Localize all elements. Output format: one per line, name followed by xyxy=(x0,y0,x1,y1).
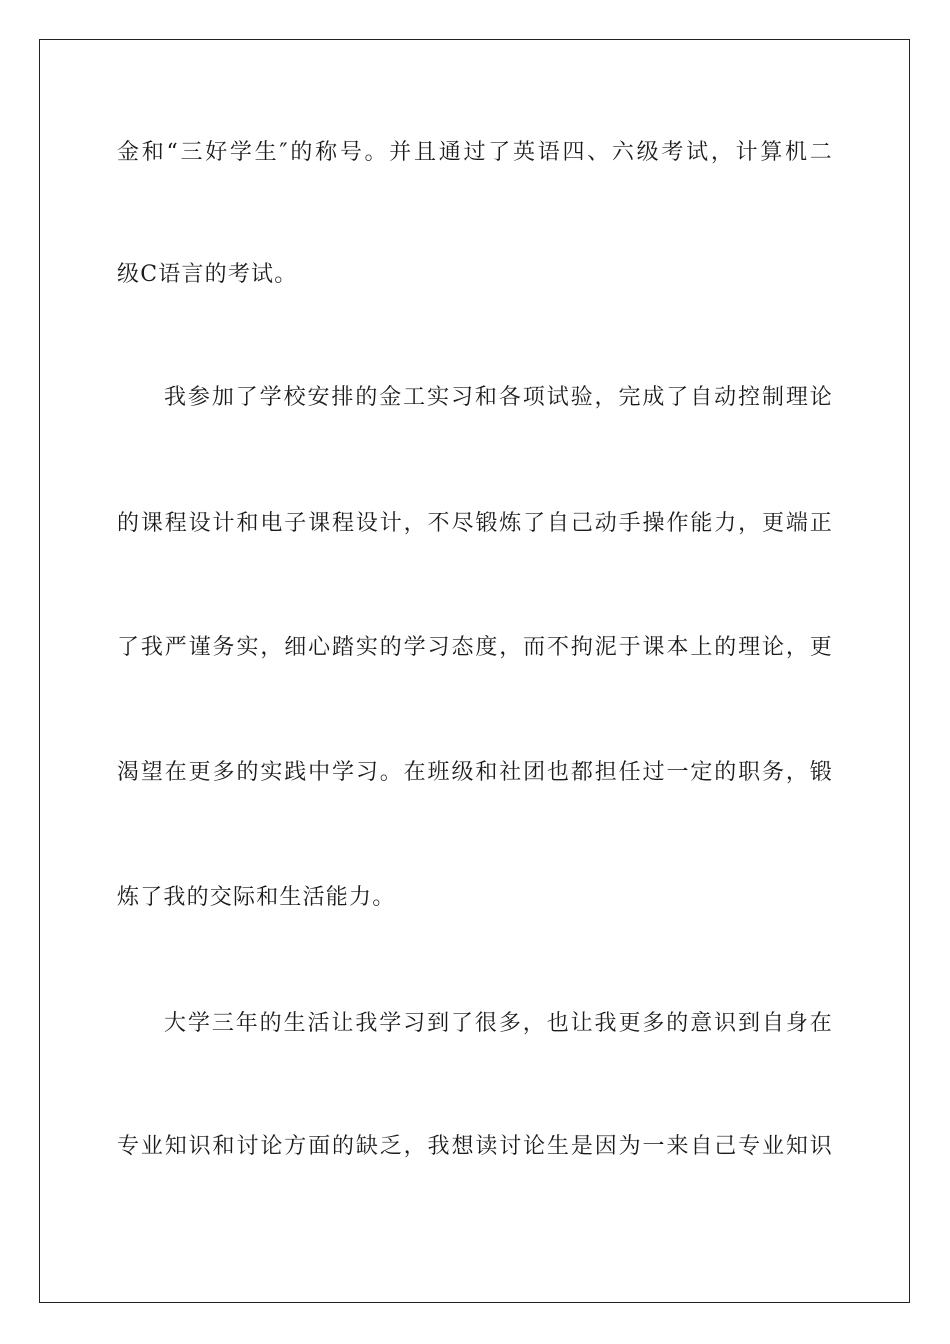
page-border xyxy=(39,39,910,1303)
text-line: 级C语言的考试。 xyxy=(117,262,298,287)
text-line: 我参加了学校安排的金工实习和各项试验，完成了自动控制理论 xyxy=(164,385,833,410)
text-line: 渴望在更多的实践中学习。在班级和社团也都担任过一定的职务，锻 xyxy=(117,760,833,785)
text-line: 炼了我的交际和生活能力。 xyxy=(117,885,396,910)
text-line: 专业知识和讨论方面的缺乏，我想读讨论生是因为一来自己专业知识 xyxy=(117,1134,833,1159)
text-line: 的课程设计和电子课程设计，不尽锻炼了自己动手操作能力，更端正 xyxy=(117,511,833,536)
text-line: 大学三年的生活让我学习到了很多，也让我更多的意识到自身在 xyxy=(164,1011,833,1036)
text-line: 金和“三好学生″的称号。并且通过了英语四、六级考试，计算机二 xyxy=(117,140,833,165)
text-line: 了我严谨务实，细心踏实的学习态度，而不拘泥于课本上的理论，更 xyxy=(117,635,833,660)
